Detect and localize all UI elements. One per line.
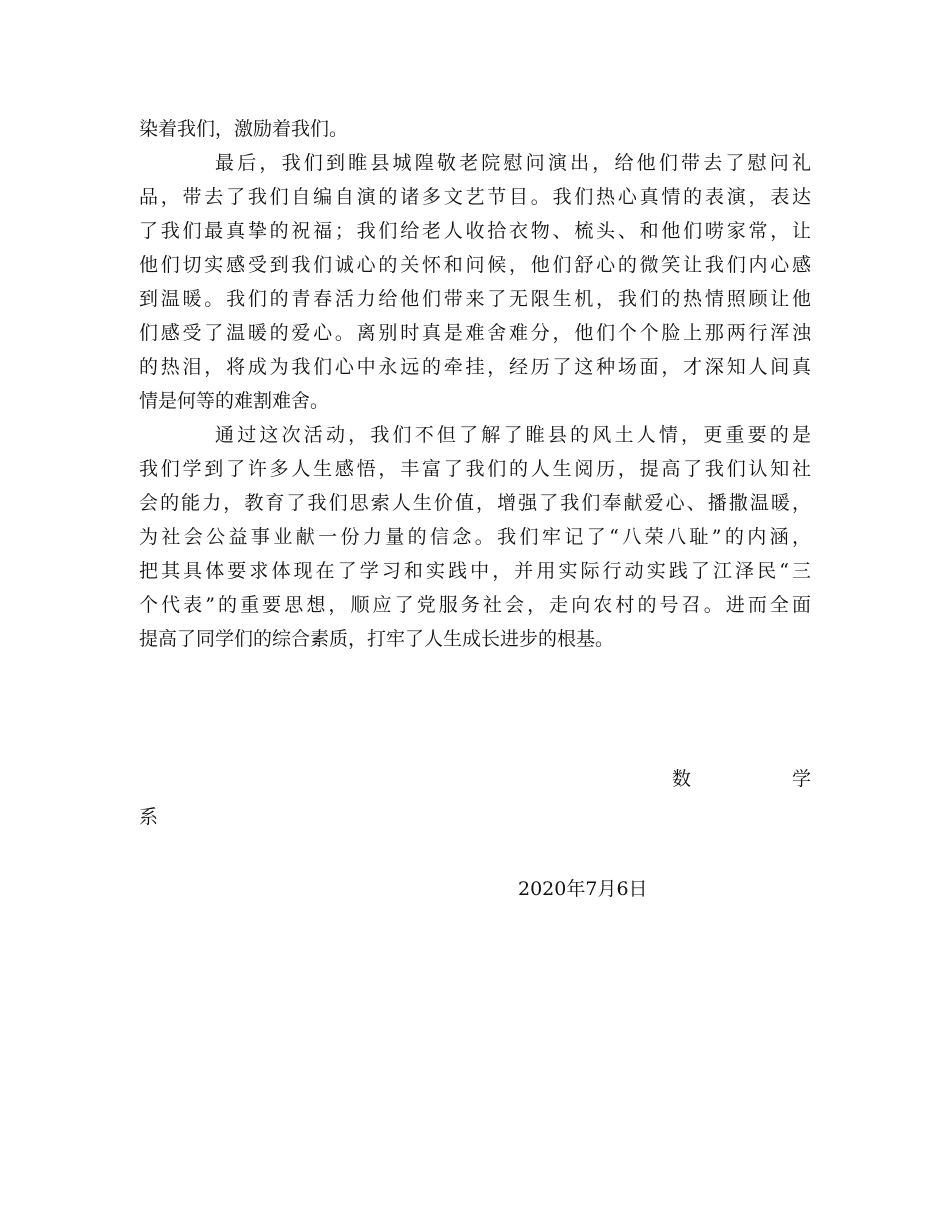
text-line: 的热泪，将成为我们心中永远的牵挂，经历了这种场面，才深知人间真 <box>139 356 811 378</box>
signature-department-char: 数 <box>672 768 692 790</box>
signature-date: 2020年7月6日 <box>518 878 648 900</box>
signature-department <box>672 762 811 796</box>
text-line: 染着我们，激励着我们。 <box>139 118 349 140</box>
text-line: 们感受了温暖的爱心。离别时真是难舍难分，他们个个脸上那两行浑浊 <box>139 322 811 344</box>
text-line: 到温暖。我们的青春活力给他们带来了无限生机，我们的热情照顾让他 <box>139 288 811 310</box>
paragraph-first-line: 通过这次活动，我们不但了解了睢县的风土人情，更重要的是 <box>215 424 811 446</box>
text-line: 了我们最真挚的祝福；我们给老人收拾衣物、梳头、和他们唠家常，让 <box>139 220 811 242</box>
text-line: 个代表”的重要思想，顺应了党服务社会，走向农村的号召。进而全面 <box>139 594 811 616</box>
text-line: 把其具体要求体现在了学习和实践中，并用实际行动实践了江泽民“三 <box>139 560 811 582</box>
text-line: 情是何等的难割难舍。 <box>139 390 330 412</box>
text-line: 他们切实感受到我们诚心的关怀和问候，他们舒心的微笑让我们内心感 <box>139 254 811 276</box>
signature-department-wrap: 系 <box>139 806 159 828</box>
text-line: 会的能力，教育了我们思索人生价值，增强了我们奉献爱心、播撒温暖， <box>139 492 811 514</box>
paragraph-first-line: 最后，我们到睢县城隍敬老院慰问演出，给他们带去了慰问礼 <box>215 152 811 174</box>
signature-department-char: 学 <box>791 768 811 790</box>
text-line: 品，带去了我们自编自演的诸多文艺节目。我们热心真情的表演，表达 <box>139 186 811 208</box>
text-line: 提高了同学们的综合素质，打牢了人生成长进步的根基。 <box>139 628 615 650</box>
text-line: 我们学到了许多人生感悟，丰富了我们的人生阅历，提高了我们认知社 <box>139 458 811 480</box>
text-line: 为社会公益事业献一份力量的信念。我们牢记了“八荣八耻”的内涵， <box>139 526 811 548</box>
body-text <box>139 112 811 656</box>
